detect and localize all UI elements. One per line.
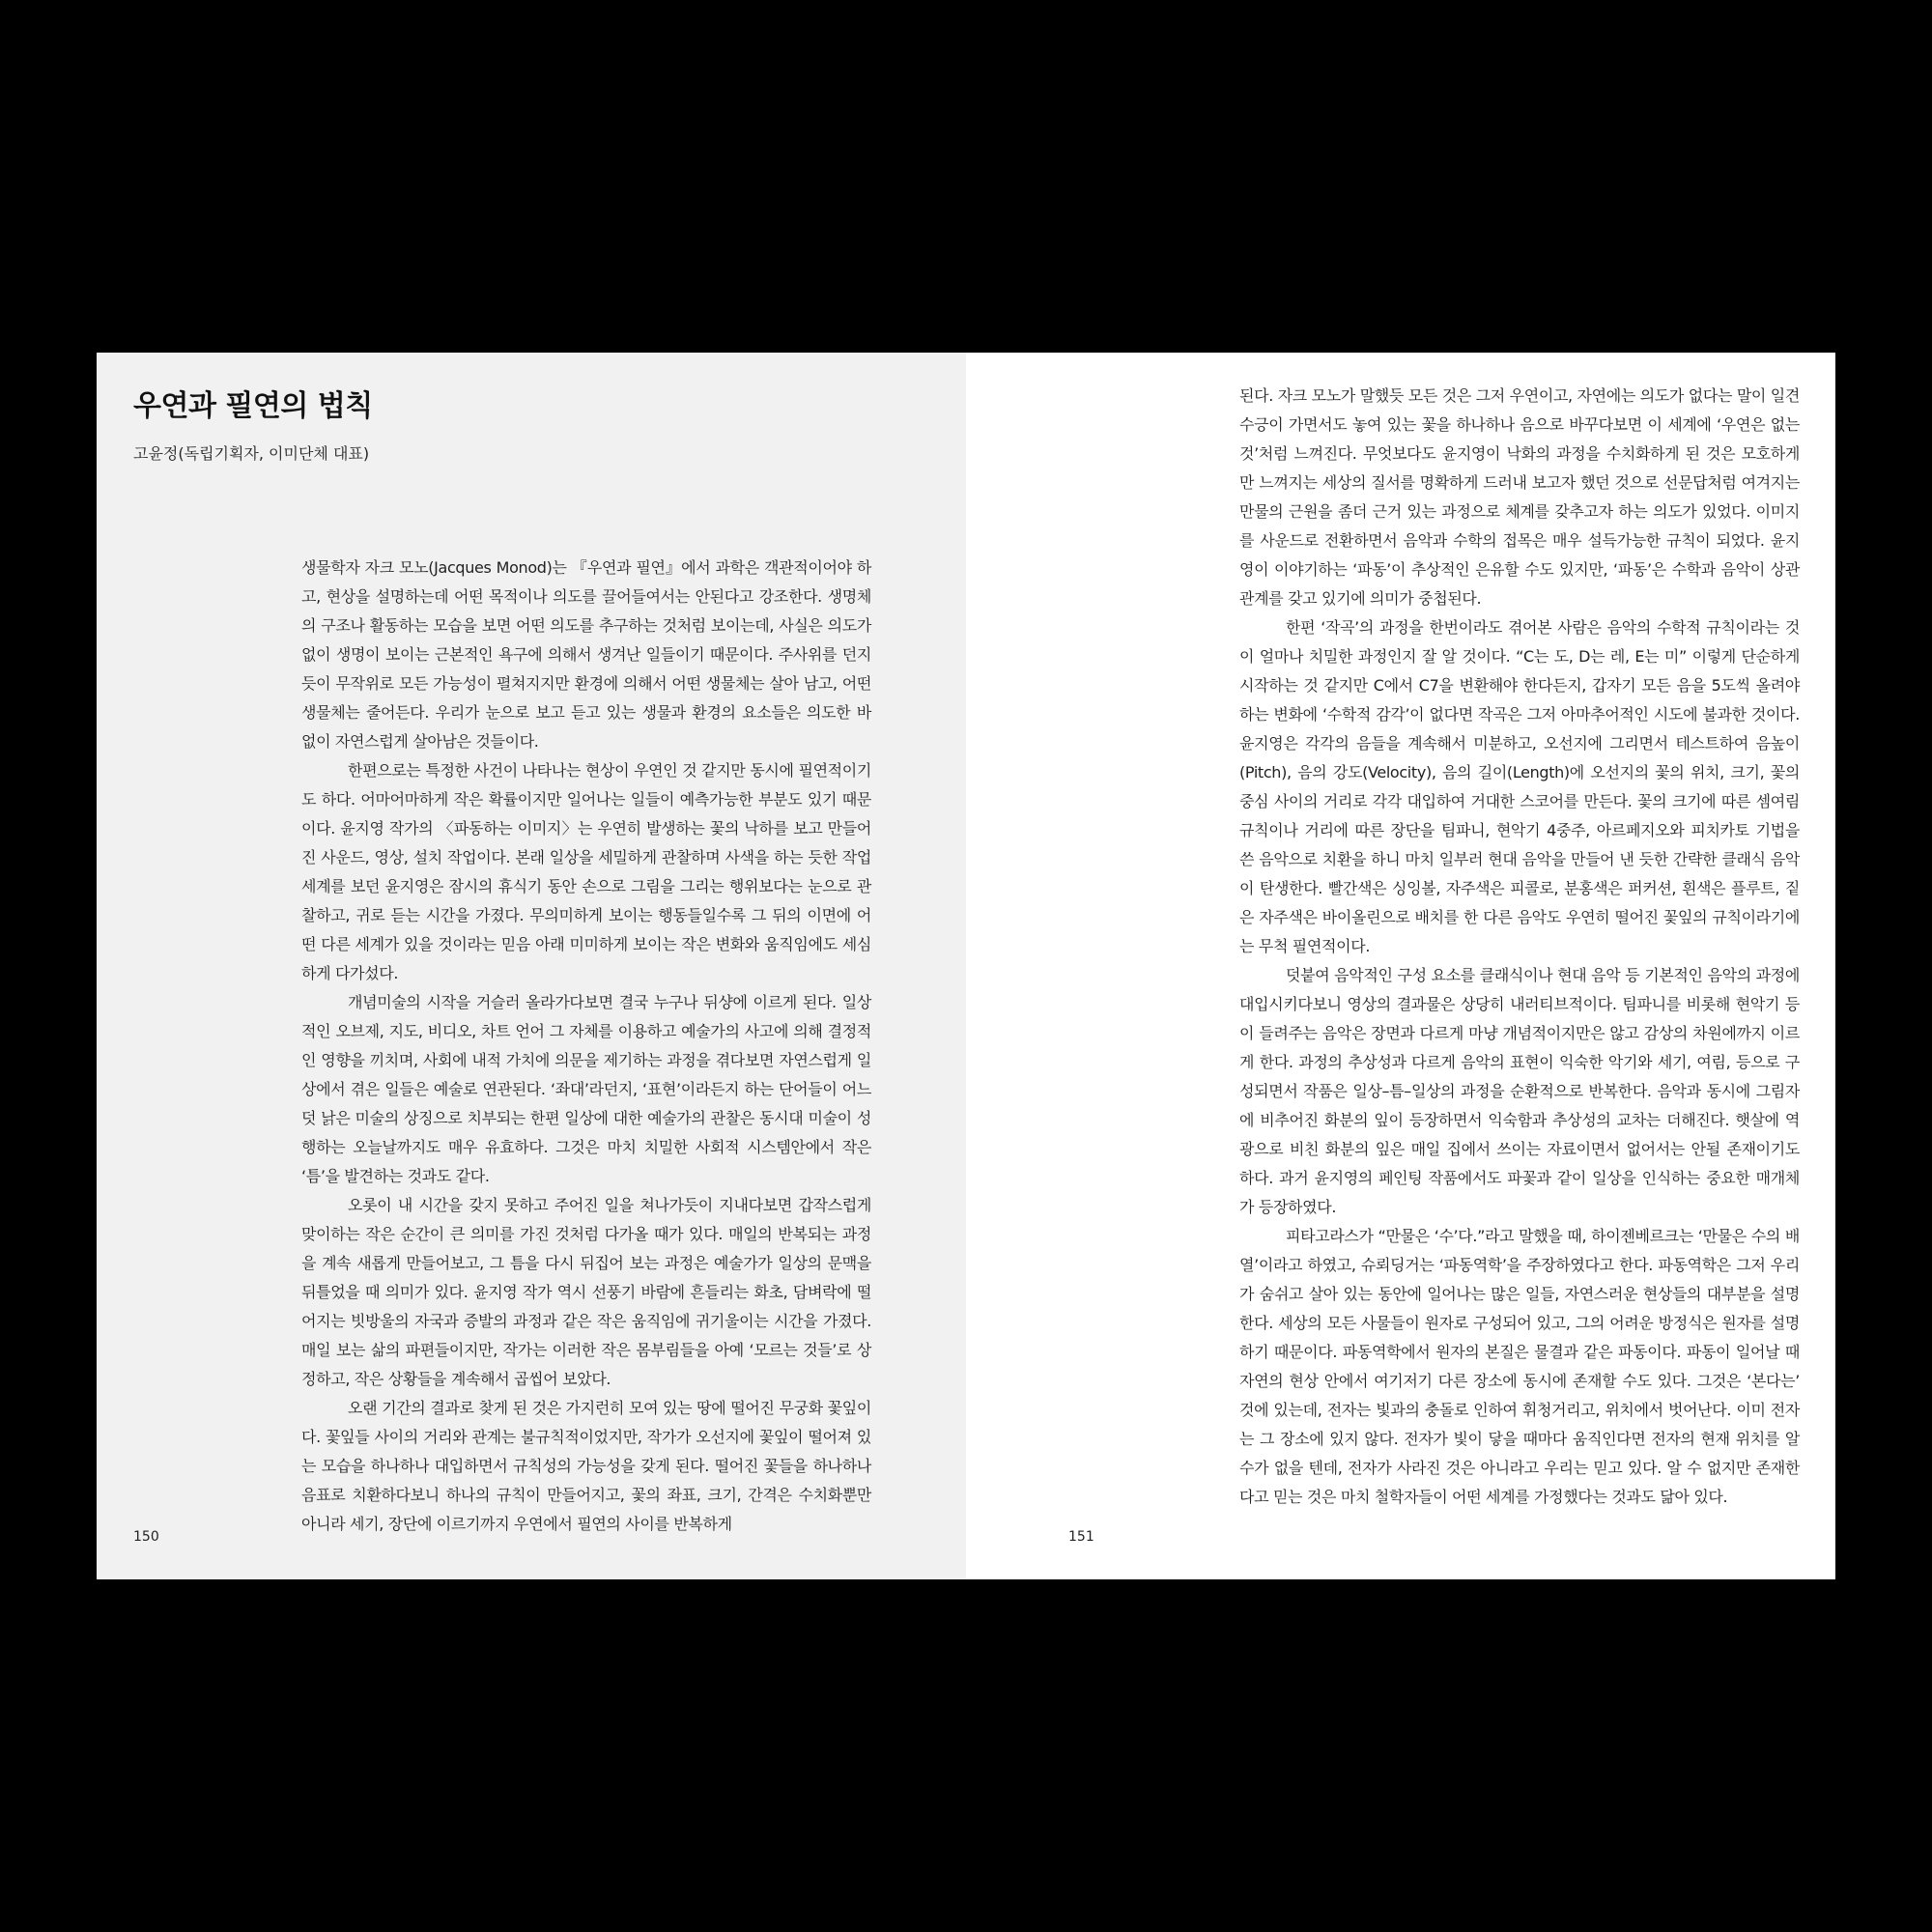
article-title: 우연과 필연의 법칙 bbox=[133, 389, 373, 423]
paragraph: 된다. 자크 모노가 말했듯 모든 것은 그저 우연이고, 자연에는 의도가 없다는 말이 일견 수긍이 가면서도 놓여 있는 꽃을 하나하나 음으로 바꾸다보면 이 세계에 ‘우연은 없는 것’처럼 느껴진다. 무엇보다도 윤지영이 낙화의 과정을 수치화하게 된 것은 모호하게만 느껴지는 세상의 질서를 명확하게 드러내 보고자 했던 것으로 선문답처럼 여겨지는 만물의 근원을 좀더 근거 있는 과정으로 체계를 갖추고자 하는 의도가 있었다. 이미지를 사운드로 전환하면서 음악과 수학의 접목은 매우 설득가능한 규칙이 되었다. 윤지영이 이야기하는 ‘파동’이 추상적인 은유할 수도 있지만, ‘파동’은 수학과 음악이 상관관계를 갖고 있기에 의미가 중첩된다. bbox=[1239, 386, 1800, 608]
paragraph: 개념미술의 시작을 거슬러 올라가다보면 결국 누구나 뒤샹에 이르게 된다. 일상적인 오브제, 지도, 비디오, 차트 언어 그 자체를 이용하고 예술가의 사고에 의해 결정적인 영향을 끼치며, 사회에 내적 가치에 의문을 제기하는 과정을 겪다보면 자연스럽게 일상에서 겪은 일들은 예술로 연관된다. ‘좌대’라던지, ‘표현’이라든지 하는 단어들이 어느덧 낡은 미술의 상징으로 치부되는 한편 일상에 대한 예술가의 관찰은 동시대 미술이 성행하는 오늘날까지도 매우 유효하다. 그것은 마치 치밀한 사회적 시스템안에서 작은 ‘틈’을 발견하는 것과도 같다. bbox=[301, 993, 871, 1185]
paragraph: 한편 ‘작곡’의 과정을 한번이라도 겪어본 사람은 음악의 수학적 규칙이라는 것이 얼마나 치밀한 과정인지 잘 알 것이다. “C는 도, D는 레, E는 미” 이렇게 단순하게 시작하는 것 같지만 C에서 C7을 변환해야 한다든지, 갑자기 모든 음을 5도씩 올려야 하는 변화에 ‘수학적 감각’이 없다면 작곡은 그저 아마추어적인 시도에 불과한 것이다. 윤지영은 각각의 음들을 계속해서 미분하고, 오선지에 그리면서 테스트하여 음높이(Pitch), 음의 강도(Velocity), 음의 길이(Length)에 오선지의 꽃의 위치, 크기, 꽃의 중심 사이의 거리로 각각 대입하여 거대한 스코어를 만든다. 꽃의 크기에 따른 셈여림 규칙이나 거리에 따른 장단을 팀파니, 현악기 4중주, 아르페지오와 피치카토 기법을 쓴 음악으로 치환을 하니 마치 일부러 현대 음악을 만들어 낸 듯한 간략한 클래식 음악이 탄생한다. 빨간색은 싱잉볼, 자주색은 피콜로, 분홍색은 퍼커션, 흰색은 플루트, 짙은 자주색은 바이올린으로 배치를 한 다른 음악도 우연히 떨어진 꽃잎의 규칙이라기에는 무척 필연적이다. bbox=[1239, 618, 1800, 955]
paragraph: 피타고라스가 “만물은 ‘수’다.”라고 말했을 때, 하이젠베르크는 ‘만물은 수의 배열’이라고 하였고, 슈뢰딩거는 ‘파동역학’을 주장하였다고 한다. 파동역학은 그저 우리가 숨쉬고 살아 있는 동안에 일어나는 많은 일들, 자연스러운 현상들의 대부분을 설명한다. 세상의 모든 사물들이 원자로 구성되어 있고, 그의 어려운 방정식은 원자를 설명하기 때문이다. 파동역학에서 원자의 본질은 물결과 같은 파동이다. 파동이 일어날 때 자연의 현상 안에서 여기저기 다른 장소에 동시에 존재할 수도 있다. 그것은 ‘본다는’ 것에 있는데, 전자는 빛과의 충돌로 인하여 휘청거리고, 위치에서 벗어난다. 이미 전자는 그 장소에 있지 않다. 전자가 빛이 닿을 때마다 움직인다면 전자의 현재 위치를 알 수가 없을 텐데, 전자가 사라진 것은 아니라고 우리는 믿고 있다. 알 수 없지만 존재한다고 믿는 것은 마치 철학자들이 어떤 세계를 가정했다는 것과도 닮아 있다. bbox=[1239, 1227, 1800, 1506]
paragraph: 오롯이 내 시간을 갖지 못하고 주어진 일을 쳐나가듯이 지내다보면 갑작스럽게 맞이하는 작은 순간이 큰 의미를 가진 것처럼 다가올 때가 있다. 매일의 반복되는 과정을 계속 새롭게 만들어보고, 그 틈을 다시 뒤집어 보는 과정은 예술가가 일상의 문맥을 뒤틀었을 때 의미가 있다. 윤지영 작가 역시 선풍기 바람에 흔들리는 화초, 담벼락에 떨어지는 빗방울의 자국과 증발의 과정과 같은 작은 움직임에 귀기울이는 시간을 가졌다. 매일 보는 삶의 파편들이지만, 작가는 이러한 작은 몸부림들을 아예 ‘모르는 것들’로 상정하고, 작은 상황들을 계속해서 곱씹어 보았다. bbox=[301, 1196, 871, 1388]
paragraph: 덧붙여 음악적인 구성 요소를 클래식이나 현대 음악 등 기본적인 음악의 과정에 대입시키다보니 영상의 결과물은 상당히 내러티브적이다. 팀파니를 비롯해 현악기 등이 들려주는 음악은 장면과 다르게 마냥 개념적이지만은 않고 감상의 차원에까지 이르게 한다. 과정의 추상성과 다르게 음악의 표현이 익숙한 악기와 세기, 여림, 등으로 구성되면서 작품은 일상–틈–일상의 과정을 순환적으로 반복한다. 음악과 동시에 그림자에 비추어진 화분의 잎이 등장하면서 익숙함과 추상성의 교차는 더해진다. 햇살에 역광으로 비친 화분의 잎은 매일 집에서 쓰이는 자료이면서 없어서는 안될 존재이기도 하다. 과거 윤지영의 페인팅 작품에서도 파꽃과 같이 일상을 인식하는 중요한 매개체가 등장하였다. bbox=[1239, 966, 1800, 1216]
paragraph: 오랜 기간의 결과로 찾게 된 것은 가지런히 모여 있는 땅에 떨어진 무궁화 꽃잎이다. 꽃잎들 사이의 거리와 관계는 불규칙적이었지만, 작가가 오선지에 꽃잎이 떨어져 있는 모습을 하나하나 대입하면서 규칙성의 가능성을 갖게 된다. 떨어진 꽃들을 하나하나 음표로 치환하다보니 하나의 규칙이 만들어지고, 꽃의 좌표, 크기, 간격은 수치화뿐만 아니라 세기, 장단에 이르기까지 우연에서 필연의 사이를 반복하게 bbox=[301, 1399, 871, 1533]
book-spread bbox=[97, 353, 1835, 1579]
page-number-right: 151 bbox=[1068, 1529, 1094, 1545]
page-number-left: 150 bbox=[133, 1529, 159, 1545]
right-page bbox=[966, 353, 1835, 1579]
author-line: 고윤정(독립기획자, 이미단체 대표) bbox=[133, 444, 370, 463]
left-body-text bbox=[301, 554, 871, 1539]
paragraph: 생물학자 자크 모노(Jacques Monod)는 『우연과 필연』에서 과학은 객관적이어야 하고, 현상을 설명하는데 어떤 목적이나 의도를 끌어들여서는 안된다고 강조한다. 생명체의 구조나 활동하는 모습을 보면 어떤 의도를 추구하는 것처럼 보이는데, 사실은 의도가 없이 생명이 보이는 근본적인 욕구에 의해서 생겨난 일들이기 때문이다. 주사위를 던지듯이 무작위로 모든 가능성이 펼쳐지지만 환경에 의해서 어떤 생물체는 살아 남고, 어떤 생물체는 줄어든다. 우리가 눈으로 보고 듣고 있는 생물과 환경의 요소들은 의도한 바 없이 자연스럽게 살아남은 것들이다. bbox=[301, 558, 871, 751]
left-page bbox=[97, 353, 966, 1579]
right-body-text bbox=[1239, 382, 1800, 1512]
paragraph: 한편으로는 특정한 사건이 나타나는 현상이 우연인 것 같지만 동시에 필연적이기도 하다. 어마어마하게 작은 확률이지만 일어나는 일들이 예측가능한 부분도 있기 때문이다. 윤지영 작가의 〈파동하는 이미지〉는 우연히 발생하는 꽃의 낙하를 보고 만들어진 사운드, 영상, 설치 작업이다. 본래 일상을 세밀하게 관찰하며 사색을 하는 듯한 작업 세계를 보던 윤지영은 잠시의 휴식기 동안 손으로 그림을 그리는 행위보다는 눈으로 관찰하고, 귀로 듣는 시간을 가졌다. 무의미하게 보이는 행동들일수록 그 뒤의 이면에 어떤 다른 세계가 있을 것이라는 믿음 아래 미미하게 보이는 작은 변화와 움직임에도 세심하게 다가섰다. bbox=[301, 761, 871, 982]
